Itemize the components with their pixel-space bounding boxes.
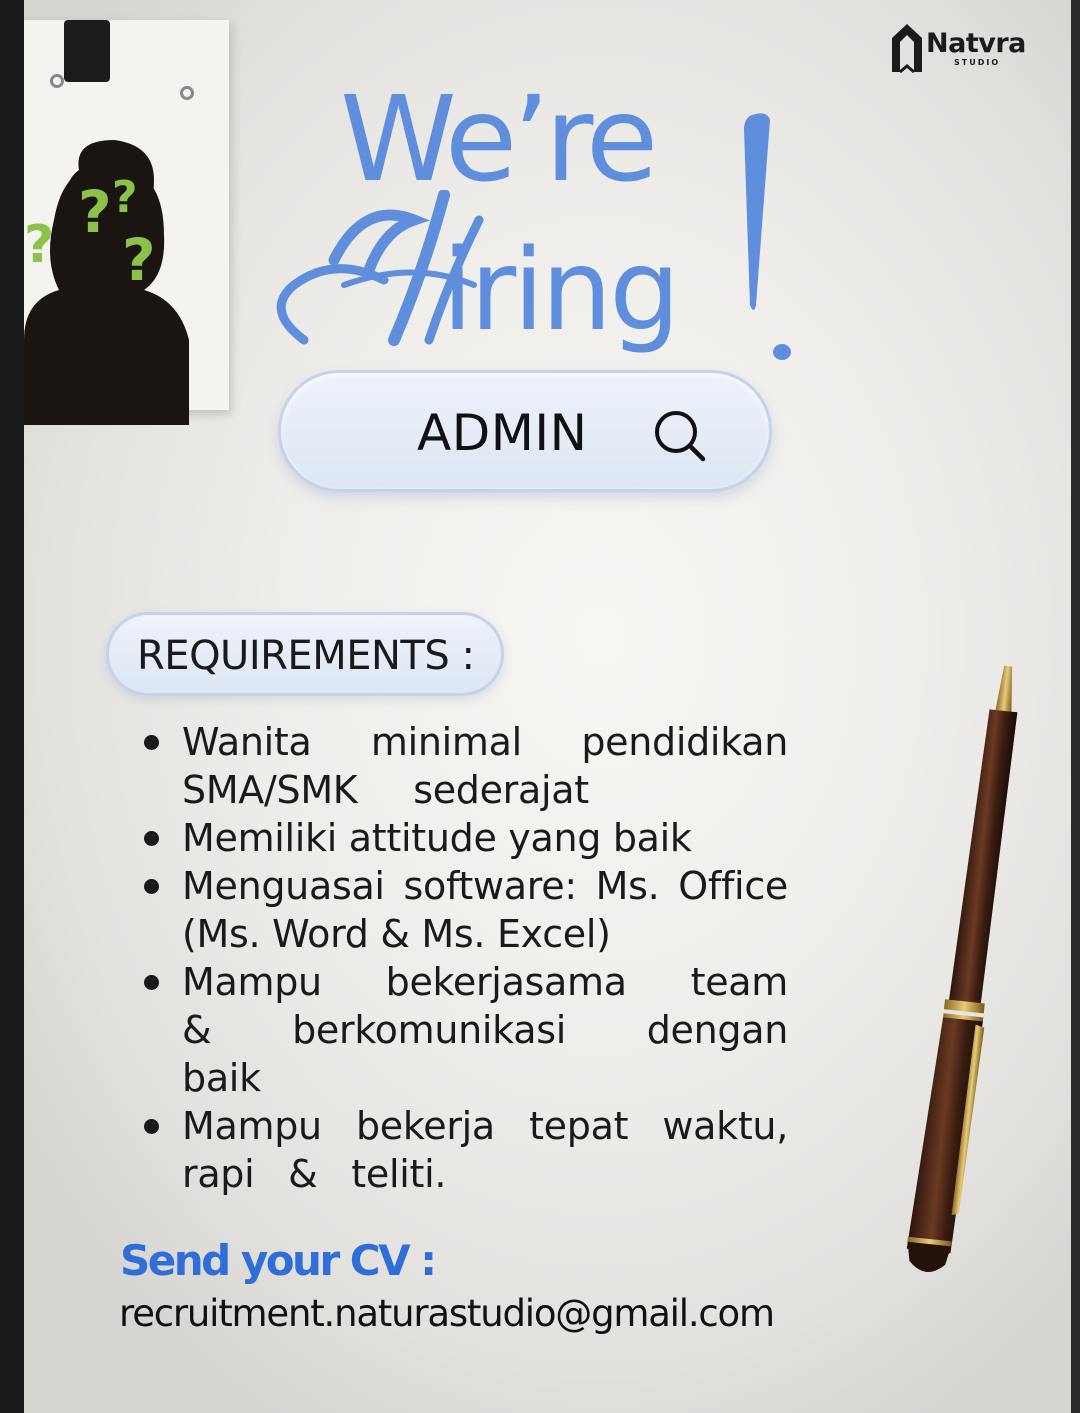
recruitment-email[interactable]: recruitment.naturastudio@gmail.com bbox=[119, 1292, 774, 1335]
list-item-text: Mampu bekerjasama team & berkomunikasi dengan baik bbox=[182, 960, 788, 1100]
bullet-icon bbox=[144, 1119, 159, 1134]
search-icon[interactable] bbox=[653, 409, 707, 463]
binder-clip-icon bbox=[64, 20, 110, 82]
script-h-letter: H bbox=[274, 190, 275, 191]
right-edge-bar bbox=[1071, 0, 1080, 1413]
bullet-icon bbox=[144, 975, 159, 990]
list-item bbox=[138, 814, 788, 862]
svg-text:?: ? bbox=[78, 178, 112, 246]
search-value: ADMIN bbox=[417, 404, 588, 462]
pinned-photo-card bbox=[24, 20, 229, 410]
svg-text:?: ? bbox=[24, 215, 55, 275]
list-item-text: Wanita minimal pendidikan SMA/SMK sederajat bbox=[182, 720, 788, 812]
logo-subtext: STUDIO bbox=[954, 58, 1001, 67]
card-hole-right bbox=[180, 86, 194, 100]
question-silhouette-icon bbox=[24, 140, 189, 425]
card-hole-left bbox=[50, 74, 64, 88]
requirements-title: REQUIREMENTS : bbox=[137, 633, 475, 679]
requirements-badge bbox=[106, 612, 504, 696]
list-item bbox=[138, 1102, 788, 1198]
bullet-icon bbox=[144, 831, 159, 846]
exclamation-mark bbox=[722, 110, 802, 360]
headline-line1: We’re bbox=[340, 70, 654, 208]
bullet-icon bbox=[144, 735, 159, 750]
list-item bbox=[138, 718, 788, 814]
pen-icon bbox=[844, 650, 1024, 1290]
list-item bbox=[138, 958, 788, 1102]
list-item-text: Mampu bekerja tepat waktu, rapi & teliti. bbox=[182, 1104, 788, 1196]
list-item bbox=[138, 862, 788, 958]
bullet-icon bbox=[144, 879, 159, 894]
hiring-poster bbox=[24, 0, 1071, 1413]
headline-line2: iring bbox=[442, 226, 678, 356]
list-item-text: Menguasai software: Ms. Office (Ms. Word & Ms. Excel) bbox=[182, 864, 788, 956]
send-cv-label: Send your CV : bbox=[120, 1236, 435, 1285]
job-search-bar[interactable] bbox=[278, 370, 772, 492]
svg-text:?: ? bbox=[122, 226, 156, 294]
headline bbox=[274, 70, 814, 380]
natura-studio-logo bbox=[890, 16, 1040, 76]
list-item-text: Memiliki attitude yang baik bbox=[182, 816, 692, 860]
svg-text:?: ? bbox=[112, 172, 138, 223]
logo-mark-icon bbox=[890, 22, 924, 74]
requirements-list bbox=[138, 718, 788, 1198]
logo-text: Natvra bbox=[926, 28, 1026, 59]
